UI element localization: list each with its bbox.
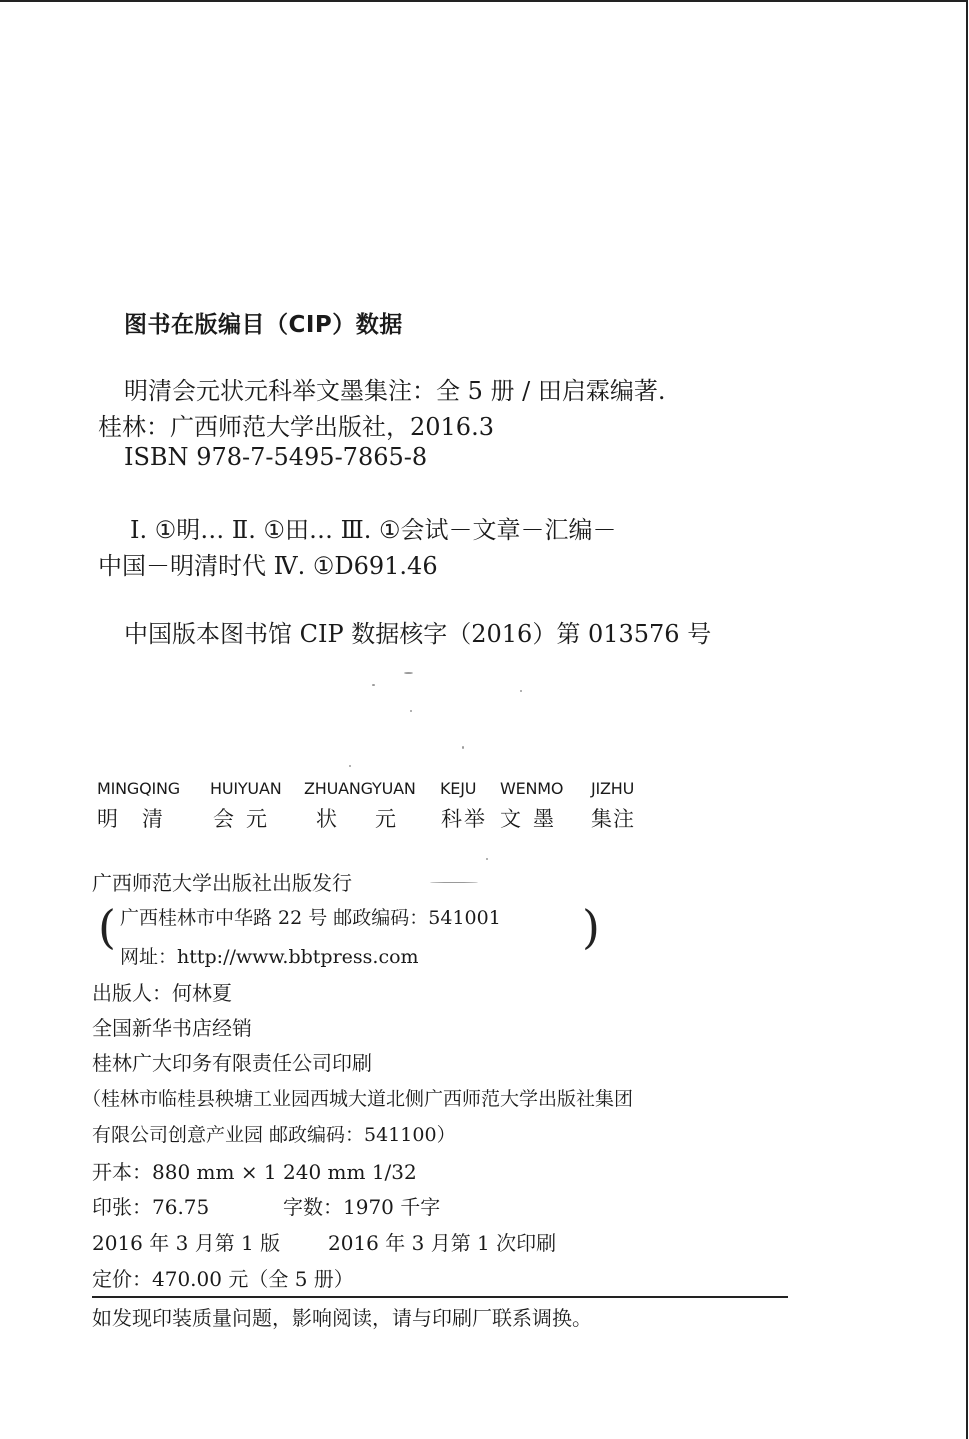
- publisher-website: 网址：http://www.bbtpress.com: [120, 946, 419, 968]
- distributor: 全国新华书店经销: [92, 1016, 252, 1040]
- printing: 2016 年 3 月第 1 次印刷: [328, 1231, 557, 1255]
- hanzi-word: 状元: [316, 807, 434, 831]
- scan-speck: [430, 882, 478, 883]
- scan-speck: [404, 672, 413, 674]
- divider-rule: [92, 1296, 788, 1298]
- edition: 2016 年 3 月第 1 版: [92, 1231, 281, 1255]
- cip-isbn: ISBN 978-7-5495-7865-8: [124, 443, 428, 471]
- pinyin-word: KEJU: [440, 779, 477, 798]
- address-open-paren: (: [98, 900, 116, 954]
- printer-address-line-2: 有限公司创意产业园 邮政编码：541100）: [92, 1124, 456, 1146]
- cip-heading: 图书在版编目（CIP）数据: [124, 312, 403, 338]
- book-format: 开本：880 mm × 1 240 mm 1/32: [92, 1160, 417, 1184]
- price: 定价：470.00 元（全 5 册）: [92, 1267, 354, 1291]
- pinyin-word: WENMO: [500, 779, 564, 798]
- hanzi-word: 会元: [213, 807, 279, 831]
- hanzi-word: 科举: [441, 807, 487, 831]
- printed-sheets: 印张：76.75: [92, 1195, 210, 1219]
- hanzi-word: 集注: [591, 807, 635, 831]
- scan-speck: [410, 710, 412, 712]
- cip-classification-line-2: 中国－明清时代 Ⅳ. ①D691.46: [98, 552, 438, 580]
- hanzi-word: 文墨: [500, 807, 566, 831]
- cip-title-line: 明清会元状元科举文墨集注：全 5 册 / 田启霖编著.: [124, 377, 666, 405]
- publisher-issuer: 广西师范大学出版社出版发行: [92, 871, 352, 895]
- scan-speck: [462, 746, 464, 749]
- cip-verification-number: 中国版本图书馆 CIP 数据核字（2016）第 013576 号: [124, 620, 712, 648]
- pinyin-word: HUIYUAN: [210, 779, 282, 798]
- scan-speck: [372, 684, 375, 686]
- scan-speck: [520, 690, 522, 692]
- scan-speck: [349, 765, 351, 767]
- publisher-address: 广西桂林市中华路 22 号 邮政编码：541001: [120, 907, 501, 929]
- address-close-paren: ): [582, 900, 600, 954]
- quality-notice: 如发现印装质量问题，影响阅读，请与印刷厂联系调换。: [92, 1306, 592, 1330]
- pinyin-word: MINGQING: [97, 779, 180, 798]
- hanzi-word: 明清: [97, 807, 187, 831]
- word-count: 字数：1970 千字: [283, 1195, 441, 1219]
- scan-speck: [486, 858, 488, 860]
- cip-publisher-line: 桂林：广西师范大学出版社，2016.3: [98, 413, 494, 441]
- printer-address-line-1: （桂林市临桂县秧塘工业园西城大道北侧广西师范大学出版社集团: [82, 1088, 634, 1110]
- pinyin-word: JIZHU: [591, 779, 635, 798]
- printer: 桂林广大印务有限责任公司印刷: [92, 1051, 372, 1075]
- pinyin-word: ZHUANGYUAN: [304, 779, 416, 798]
- publisher-person: 出版人：何林夏: [92, 981, 232, 1005]
- cip-classification-line-1: Ⅰ. ①明… Ⅱ. ①田… Ⅲ. ①会试－文章－汇编－: [130, 516, 617, 544]
